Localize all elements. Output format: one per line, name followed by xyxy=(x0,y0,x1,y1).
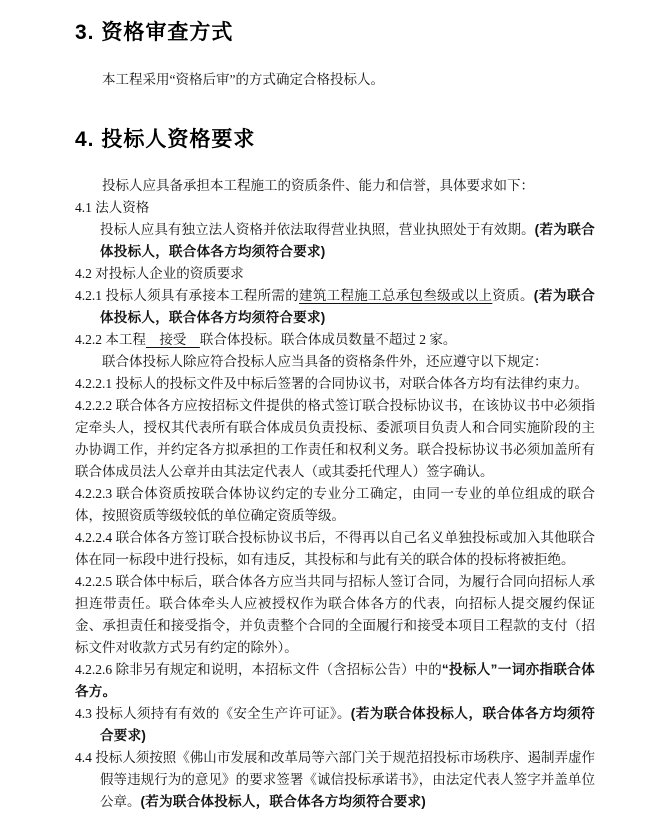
section-heading-4 xyxy=(75,127,595,153)
underlined-text: 建筑工程施工总承包叁级或以上 xyxy=(299,288,493,303)
text-run: 本工程采用“资格后审”的方式确定合格投标人。 xyxy=(102,72,384,87)
text-run: 4.2.1 投标人须具有承接本工程所需的 xyxy=(75,288,300,303)
text-run: 4.1 法人资格 xyxy=(75,200,150,215)
text-run: 投标人应具备承担本工程施工的资质条件、能力和信誉，具体要求如下： xyxy=(102,178,534,193)
clause-4-2-2-6 xyxy=(75,659,595,703)
text-run: 4.2.2.4 联合体各方签订联合投标协议书后，不得再以自己名义单独投标或加入其他联合体在同一标段中进行投标，如有违反，其投标和与此有关的联合体的投标将被拒绝。 xyxy=(75,530,595,567)
clause-4-2-2-intro xyxy=(75,351,595,373)
document-body xyxy=(75,20,595,813)
bold-requirement-text: (若为联合体投标人，联合体各方均须符合要求) xyxy=(100,222,596,259)
bold-requirement-text: (若为联合体投标人，联合体各方均须符合要求) xyxy=(140,794,427,809)
text-run: 资质。 xyxy=(492,288,534,303)
clause-4-3 xyxy=(75,703,595,747)
text-run: 投标人应具有独立法人资格并依法取得营业执照，营业执照处于有效期。 xyxy=(100,222,535,237)
clause-4-1-body xyxy=(100,219,595,263)
clause-4-2-2-4 xyxy=(75,527,595,571)
text-run: 4.2.2.5 联合体中标后，联合体各方应当共同与招标人签订合同，为履行合同向招标人承担连带责任。联合体牵头人应被授权作为联合体各方的代表，向招标人提交履约保证金、承担责任和接受指令，并负责整个合同的全面履行和接受本项目工程款的支付（招标文件对收款方式另有约定的除外）。 xyxy=(75,574,595,655)
clause-4-1 xyxy=(75,197,595,219)
clause-4-4 xyxy=(75,747,595,813)
text-run: 4.2 对投标人企业的资质要求 xyxy=(75,266,244,281)
clause-4-2-1 xyxy=(75,285,595,329)
bold-requirement-text: “投标人”一词亦指联合体各方。 xyxy=(75,662,595,699)
text-run: 4.2.2.3 联合体资质按联合体协议约定的专业分工确定，由同一专业的单位组成的联合体，按照资质等级较低的单位确定资质等级。 xyxy=(75,486,595,523)
text-run: 4.4 投标人须按照《佛山市发展和改革局等六部门关于规范招投标市场秩序、遏制弄虚作假等违规行为的意见》的要求签署《诚信投标承诺书》，由法定代表人签字并盖单位公章。 xyxy=(75,750,595,809)
text-run: 4.2.2.2 联合体各方应按招标文件提供的格式签订联合投标协议书，在该协议书中必须指定牵头人，授权其代表所有联合体成员负责投标、委派项目负责人和合同实施阶段的主办协调工作，并约定各方拟承担的工作责任和权利义务。联合投标协议书必须加盖所有联合体成员法人公章并由其法定代表人（或其委托代理人）签字确认。 xyxy=(75,398,595,479)
text-run: 4. 投标人资格要求 xyxy=(75,128,256,151)
underlined-text: 接受 xyxy=(145,332,200,347)
text-run: 4.2.2.6 除非另有规定和说明，本招标文件（含招标公告）中的 xyxy=(75,662,442,677)
bold-requirement-text: (若为联合体投标人，联合体各方均须符合要求) xyxy=(100,706,595,743)
text-run: 4.2.2.1 投标人的投标文件及中标后签署的合同协议书，对联合体各方均有法律约束力。 xyxy=(75,376,588,391)
clause-4-2-2 xyxy=(75,329,595,351)
clause-4-intro xyxy=(75,175,595,197)
text-run: 3. 资格审查方式 xyxy=(75,21,234,44)
text-run: 联合体投标。联合体成员数量不超过 2 家。 xyxy=(199,332,457,347)
text-run: 4.3 投标人须持有有效的《安全生产许可证》。 xyxy=(75,706,351,721)
clause-4-2-2-1 xyxy=(75,373,595,395)
clause-4-2-2-2 xyxy=(75,395,595,483)
text-run: 4.2.2 本工程 xyxy=(75,332,146,347)
clause-3-body xyxy=(75,69,595,91)
clause-4-2 xyxy=(75,263,595,285)
clause-4-2-2-5 xyxy=(75,571,595,659)
text-run: 联合体投标人除应符合投标人应当具备的资格条件外，还应遵守以下规定： xyxy=(102,354,548,369)
section-heading-3 xyxy=(75,20,595,46)
clause-4-2-2-3 xyxy=(75,483,595,527)
bold-requirement-text: (若为联合体投标人，联合体各方均须符合要求) xyxy=(100,288,596,325)
